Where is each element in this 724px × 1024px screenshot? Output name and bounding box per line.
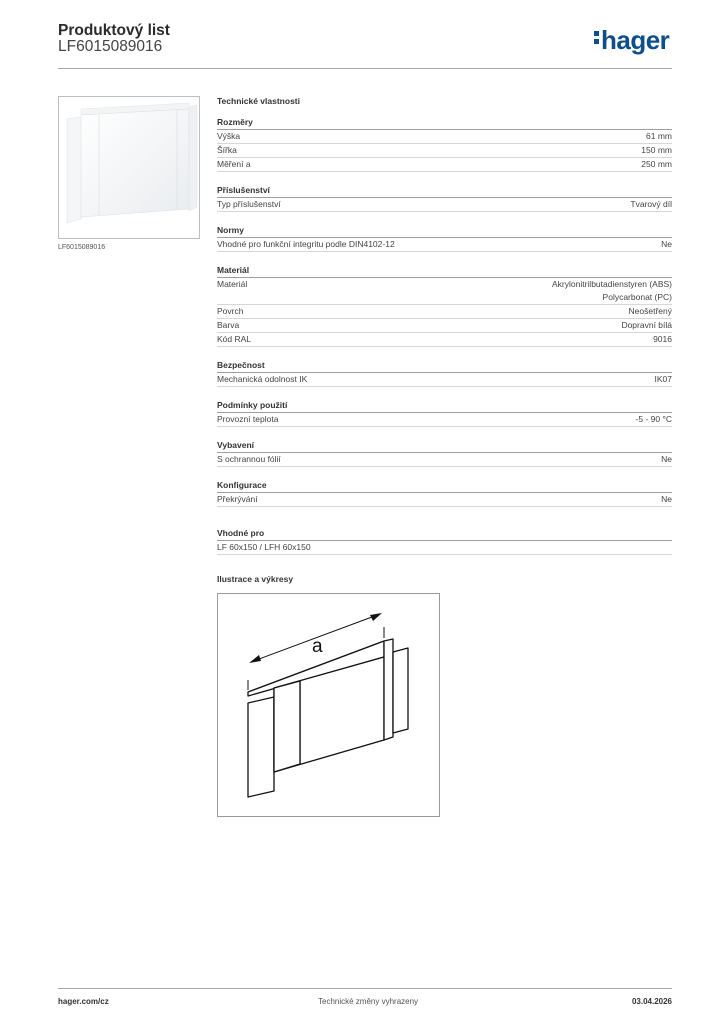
logo-colon-icon: [594, 28, 600, 47]
spec-value-second: Polycarbonat (PC): [602, 292, 672, 302]
footer-website-link[interactable]: hager.com/cz: [58, 997, 109, 1006]
spec-label: Mechanická odolnost IK: [217, 374, 308, 384]
group-heading: Normy: [217, 224, 672, 238]
spec-label: Šířka: [217, 145, 237, 155]
spec-row: [217, 319, 672, 333]
hager-logo[interactable]: [594, 27, 669, 53]
spec-value: Tvarový díl: [630, 199, 672, 209]
spec-group-dimensions: [217, 116, 672, 172]
spec-group-accessories: [217, 184, 672, 212]
spec-value: Akrylonitrilbutadienstyren (ABS): [552, 279, 672, 289]
spec-group-equipment: [217, 439, 672, 467]
spec-label: Povrch: [217, 306, 244, 316]
spec-row: [217, 453, 672, 467]
group-heading: Konfigurace: [217, 479, 672, 493]
header-divider: [58, 68, 672, 69]
photo-caption: LF6015089016: [58, 244, 106, 251]
spec-value: 61 mm: [646, 131, 672, 141]
specs-title: Technické vlastnosti: [217, 96, 300, 106]
spec-row: [217, 130, 672, 144]
group-heading: Vybavení: [217, 439, 672, 453]
group-heading: Příslušenství: [217, 184, 672, 198]
spec-value: 150 mm: [641, 145, 672, 155]
spec-value: -5 - 90 °C: [635, 414, 672, 424]
spec-value: 250 mm: [641, 159, 672, 169]
spec-group-standards: [217, 224, 672, 252]
spec-row: [217, 493, 672, 507]
spec-row: [217, 198, 672, 212]
footer-notice: Technické změny vyhrazeny: [318, 997, 419, 1006]
spec-row: [217, 278, 672, 305]
spec-row: [217, 373, 672, 387]
product-photo: [58, 96, 200, 239]
spec-value: Neošetřený: [628, 306, 672, 316]
spec-group-material: [217, 264, 672, 347]
spec-label: S ochrannou fólií: [217, 454, 281, 464]
technical-drawing: [217, 593, 440, 817]
spec-value: IK07: [654, 374, 672, 384]
spec-value: Ne: [661, 454, 672, 464]
logo-text: hager: [601, 25, 670, 55]
spec-label: Překrývání: [217, 494, 258, 504]
spec-label: Barva: [217, 320, 240, 330]
product-code: LF6015089016: [58, 38, 163, 55]
spec-value: Dopravní bílá: [621, 320, 672, 330]
group-heading: Materiál: [217, 264, 672, 278]
spec-value-multi: [552, 278, 672, 304]
product-photo-icon: [59, 97, 199, 238]
spec-group-conditions: [217, 399, 672, 427]
spec-row: [217, 158, 672, 172]
suitable-for-value: LF 60x150 / LFH 60x150: [217, 541, 672, 555]
spec-row: [217, 333, 672, 347]
group-heading: Rozměry: [217, 116, 672, 130]
spec-row: [217, 413, 672, 427]
spec-row: [217, 238, 672, 252]
spec-value: Ne: [661, 494, 672, 504]
spec-row: [217, 144, 672, 158]
spec-label: Provozní teplota: [217, 414, 279, 424]
spec-label: Typ příslušenství: [217, 199, 281, 209]
technical-specs: [217, 94, 672, 507]
group-heading: Bezpečnost: [217, 359, 672, 373]
spec-value: 9016: [653, 334, 672, 344]
illustrations-heading: Ilustrace a výkresy: [217, 574, 294, 584]
technical-drawing-icon: [218, 594, 439, 816]
spec-label: Vhodné pro funkční integritu podle DIN4102-12: [217, 239, 395, 249]
page-title: Produktový list: [58, 22, 170, 39]
group-heading: Podmínky použití: [217, 399, 672, 413]
spec-group-configuration: [217, 479, 672, 507]
spec-row: [217, 305, 672, 319]
spec-label: Kód RAL: [217, 334, 252, 344]
footer-divider: [58, 988, 672, 989]
spec-label: Výška: [217, 131, 241, 141]
spec-value: Ne: [661, 239, 672, 249]
spec-label: Měření a: [217, 159, 251, 169]
spec-label: Materiál: [217, 279, 248, 289]
dimension-label: a: [312, 636, 323, 657]
footer-date: 03.04.2026: [631, 997, 672, 1006]
spec-group-safety: [217, 359, 672, 387]
suitable-for-heading: Vhodné pro: [217, 527, 672, 541]
